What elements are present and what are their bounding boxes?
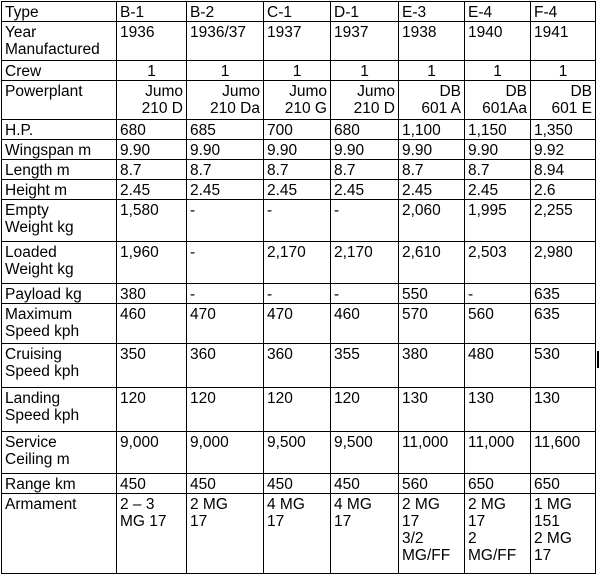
value-cell: 2,170 — [264, 242, 331, 284]
variant-header-cell: F-4 — [531, 2, 596, 22]
spec-row-max_speed — [2, 304, 596, 344]
value-cell: 9,500 — [331, 432, 399, 474]
spec-row-cruise_speed — [2, 344, 596, 388]
row-label-cell: Height m — [2, 180, 117, 200]
value-cell: - — [331, 200, 399, 242]
row-label-cell: Maximum Speed kph — [2, 304, 117, 344]
value-cell: 9.92 — [531, 140, 596, 160]
spec-row-loaded_weight — [2, 242, 596, 284]
value-cell: 8.7 — [465, 160, 531, 180]
spec-row-ceiling — [2, 432, 596, 474]
value-cell: 8.7 — [399, 160, 465, 180]
value-cell: - — [331, 284, 399, 304]
row-label-cell: Crew — [2, 61, 117, 81]
variant-header-cell: E-4 — [465, 2, 531, 22]
value-cell: - — [264, 200, 331, 242]
value-cell: 1 — [264, 61, 331, 81]
value-cell: 380 — [399, 344, 465, 388]
value-cell: 2 MG 17 3/2 MG/FF — [399, 494, 465, 574]
value-cell: 2.6 — [531, 180, 596, 200]
value-cell: 2.45 — [117, 180, 187, 200]
value-cell: 635 — [531, 284, 596, 304]
variant-header-cell: E-3 — [399, 2, 465, 22]
value-cell: 9,000 — [117, 432, 187, 474]
value-cell: 1 — [531, 61, 596, 81]
row-label-cell: Empty Weight kg — [2, 200, 117, 242]
value-cell: - — [187, 242, 264, 284]
value-cell: 1 — [117, 61, 187, 81]
value-cell: 350 — [117, 344, 187, 388]
value-cell: 2,170 — [331, 242, 399, 284]
value-cell: 380 — [117, 284, 187, 304]
row-label-cell: Loaded Weight kg — [2, 242, 117, 284]
value-cell: 2 MG 17 2 MG/FF — [465, 494, 531, 574]
value-cell: 2 – 3 MG 17 — [117, 494, 187, 574]
row-label-cell: Cruising Speed kph — [2, 344, 117, 388]
value-cell: 1 — [187, 61, 264, 81]
value-cell: 650 — [465, 474, 531, 494]
value-cell: 11,000 — [399, 432, 465, 474]
value-cell: 8.7 — [117, 160, 187, 180]
row-label-cell: Wingspan m — [2, 140, 117, 160]
variant-header-cell: B-2 — [187, 2, 264, 22]
value-cell: 1,100 — [399, 120, 465, 140]
value-cell: 700 — [264, 120, 331, 140]
value-cell: - — [187, 284, 264, 304]
value-cell: 360 — [187, 344, 264, 388]
row-label-cell: Year Manufactured — [2, 22, 117, 61]
spec-row-payload — [2, 284, 596, 304]
value-cell: 9.90 — [399, 140, 465, 160]
value-cell: 8.94 — [531, 160, 596, 180]
spec-row-length — [2, 160, 596, 180]
variant-header-cell: C-1 — [264, 2, 331, 22]
spec-row-powerplant — [2, 81, 596, 120]
value-cell: 560 — [399, 474, 465, 494]
spec-row-empty_weight — [2, 200, 596, 242]
value-cell: 550 — [399, 284, 465, 304]
header-row — [2, 2, 596, 22]
value-cell: 2 MG 17 — [187, 494, 264, 574]
value-cell: 680 — [117, 120, 187, 140]
spec-table-body — [2, 2, 596, 574]
value-cell: 1936/37 — [187, 22, 264, 61]
value-cell: 650 — [531, 474, 596, 494]
value-cell: 680 — [331, 120, 399, 140]
value-cell: 9.90 — [264, 140, 331, 160]
value-cell: Jumo 210 D — [117, 81, 187, 120]
value-cell: DB 601Aa — [465, 81, 531, 120]
value-cell: DB 601 E — [531, 81, 596, 120]
value-cell: 9.90 — [331, 140, 399, 160]
value-cell: 460 — [331, 304, 399, 344]
text-cursor-mark — [597, 351, 599, 368]
value-cell: 2.45 — [465, 180, 531, 200]
value-cell: 2,060 — [399, 200, 465, 242]
value-cell: 2.45 — [399, 180, 465, 200]
value-cell: 450 — [331, 474, 399, 494]
variant-header-cell: B-1 — [117, 2, 187, 22]
value-cell: Jumo 210 D — [331, 81, 399, 120]
value-cell: 1,350 — [531, 120, 596, 140]
value-cell: 450 — [264, 474, 331, 494]
spec-row-armament — [2, 494, 596, 574]
value-cell: 360 — [264, 344, 331, 388]
value-cell: - — [264, 284, 331, 304]
value-cell: 8.7 — [264, 160, 331, 180]
value-cell: 1,960 — [117, 242, 187, 284]
value-cell: 9.90 — [117, 140, 187, 160]
value-cell: 9.90 — [465, 140, 531, 160]
value-cell: 1,995 — [465, 200, 531, 242]
spec-row-wingspan — [2, 140, 596, 160]
value-cell: - — [187, 200, 264, 242]
value-cell: 2.45 — [331, 180, 399, 200]
value-cell: 130 — [531, 388, 596, 432]
value-cell: 130 — [399, 388, 465, 432]
row-label-cell: Powerplant — [2, 81, 117, 120]
row-label-cell: Payload kg — [2, 284, 117, 304]
value-cell: 1 — [465, 61, 531, 81]
value-cell: 8.7 — [187, 160, 264, 180]
value-cell: 480 — [465, 344, 531, 388]
value-cell: 8.7 — [331, 160, 399, 180]
value-cell: 4 MG 17 — [331, 494, 399, 574]
row-label-cell: H.P. — [2, 120, 117, 140]
value-cell: 2,255 — [531, 200, 596, 242]
variant-header-cell: D-1 — [331, 2, 399, 22]
value-cell: 1940 — [465, 22, 531, 61]
value-cell: DB 601 A — [399, 81, 465, 120]
header-label-cell: Type — [2, 2, 117, 22]
value-cell: 470 — [187, 304, 264, 344]
value-cell: 120 — [117, 388, 187, 432]
value-cell: 450 — [187, 474, 264, 494]
value-cell: 1,150 — [465, 120, 531, 140]
row-label-cell: Service Ceiling m — [2, 432, 117, 474]
aircraft-spec-table — [1, 1, 596, 574]
row-label-cell: Armament — [2, 494, 117, 574]
value-cell: 9,000 — [187, 432, 264, 474]
value-cell: 1936 — [117, 22, 187, 61]
value-cell: 530 — [531, 344, 596, 388]
value-cell: 470 — [264, 304, 331, 344]
spec-row-landing_speed — [2, 388, 596, 432]
value-cell: 9,500 — [264, 432, 331, 474]
value-cell: 11,000 — [465, 432, 531, 474]
value-cell: Jumo 210 Da — [187, 81, 264, 120]
value-cell: 1 MG 151 2 MG 17 — [531, 494, 596, 574]
spec-row-hp — [2, 120, 596, 140]
value-cell: 2,610 — [399, 242, 465, 284]
value-cell: 2,503 — [465, 242, 531, 284]
value-cell: 560 — [465, 304, 531, 344]
spec-row-year — [2, 22, 596, 61]
value-cell: 130 — [465, 388, 531, 432]
value-cell: 355 — [331, 344, 399, 388]
value-cell: 9.90 — [187, 140, 264, 160]
value-cell: 120 — [187, 388, 264, 432]
spec-row-crew — [2, 61, 596, 81]
value-cell: 1937 — [264, 22, 331, 61]
spec-row-height — [2, 180, 596, 200]
value-cell: - — [465, 284, 531, 304]
value-cell: 1 — [331, 61, 399, 81]
value-cell: 4 MG 17 — [264, 494, 331, 574]
spec-row-range — [2, 474, 596, 494]
value-cell: 1 — [399, 61, 465, 81]
value-cell: 1937 — [331, 22, 399, 61]
value-cell: 120 — [331, 388, 399, 432]
value-cell: 460 — [117, 304, 187, 344]
row-label-cell: Length m — [2, 160, 117, 180]
value-cell: Jumo 210 G — [264, 81, 331, 120]
value-cell: 2.45 — [187, 180, 264, 200]
value-cell: 1941 — [531, 22, 596, 61]
value-cell: 2.45 — [264, 180, 331, 200]
value-cell: 635 — [531, 304, 596, 344]
value-cell: 120 — [264, 388, 331, 432]
value-cell: 450 — [117, 474, 187, 494]
row-label-cell: Range km — [2, 474, 117, 494]
value-cell: 685 — [187, 120, 264, 140]
value-cell: 570 — [399, 304, 465, 344]
row-label-cell: Landing Speed kph — [2, 388, 117, 432]
value-cell: 1,580 — [117, 200, 187, 242]
value-cell: 2,980 — [531, 242, 596, 284]
value-cell: 11,600 — [531, 432, 596, 474]
value-cell: 1938 — [399, 22, 465, 61]
